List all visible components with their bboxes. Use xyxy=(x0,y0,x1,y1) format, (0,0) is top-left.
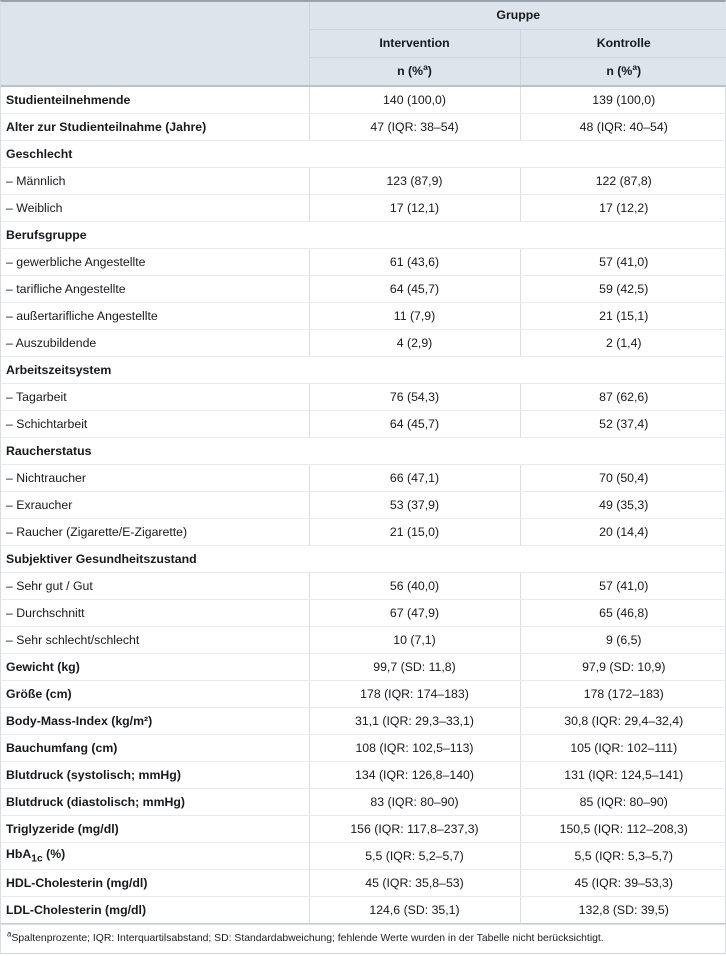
table-row xyxy=(1,86,726,114)
header-unit-kontrolle xyxy=(520,58,726,87)
row-value-kontrolle: 20 (14,4) xyxy=(520,519,726,546)
table-footnote xyxy=(0,925,726,954)
table-row xyxy=(1,195,726,222)
row-label: Studienteilnehmende xyxy=(1,86,309,114)
row-value-intervention: 83 (IQR: 80–90) xyxy=(309,789,520,816)
table-row xyxy=(1,627,726,654)
row-value-intervention: 123 (87,9) xyxy=(309,168,520,195)
header-unit-intervention xyxy=(309,58,520,87)
row-label: – tarifliche Angestellte xyxy=(1,276,309,303)
row-value-intervention: 17 (12,1) xyxy=(309,195,520,222)
row-label: Body-Mass-Index (kg/m²) xyxy=(1,708,309,735)
row-label: – Sehr schlecht/schlecht xyxy=(1,627,309,654)
row-value-kontrolle: 131 (IQR: 124,5–141) xyxy=(520,762,726,789)
row-label: – Männlich xyxy=(1,168,309,195)
table-row xyxy=(1,843,726,870)
row-value-kontrolle: 52 (37,4) xyxy=(520,411,726,438)
table-row xyxy=(1,330,726,357)
table-row xyxy=(1,816,726,843)
row-label: – Auszubildende xyxy=(1,330,309,357)
row-label: – Exraucher xyxy=(1,492,309,519)
row-value-kontrolle: 5,5 (IQR: 5,3–5,7) xyxy=(520,843,726,870)
table-row xyxy=(1,249,726,276)
unit-sup-kontrolle: a xyxy=(632,61,638,72)
row-value-kontrolle: 17 (12,2) xyxy=(520,195,726,222)
row-value-kontrolle: 2 (1,4) xyxy=(520,330,726,357)
row-label: – Raucher (Zigarette/E-Zigarette) xyxy=(1,519,309,546)
row-value-intervention: 124,6 (SD: 35,1) xyxy=(309,897,520,924)
row-label: Bauchumfang (cm) xyxy=(1,735,309,762)
row-label: Raucherstatus xyxy=(1,438,726,465)
table-section-row xyxy=(1,546,726,573)
row-value-intervention: 178 (IQR: 174–183) xyxy=(309,681,520,708)
row-value-intervention: 140 (100,0) xyxy=(309,86,520,114)
header-row-units xyxy=(1,58,726,87)
footnote-marker: a xyxy=(7,929,12,939)
row-value-kontrolle: 178 (172–183) xyxy=(520,681,726,708)
row-label: – Tagarbeit xyxy=(1,384,309,411)
row-value-intervention: 134 (IQR: 126,8–140) xyxy=(309,762,520,789)
table-row xyxy=(1,654,726,681)
row-label: Subjektiver Gesundheitszustand xyxy=(1,546,726,573)
row-label: Alter zur Studienteilnahme (Jahre) xyxy=(1,114,309,141)
row-label: HbA$_{1c}$ (%) xyxy=(1,843,309,870)
unit-close-kontrolle: ) xyxy=(637,64,642,78)
table-row xyxy=(1,735,726,762)
table-row xyxy=(1,708,726,735)
header-col-kontrolle: Kontrolle xyxy=(520,30,726,58)
row-value-kontrolle: 105 (IQR: 102–111) xyxy=(520,735,726,762)
row-label: – Sehr gut / Gut xyxy=(1,573,309,600)
row-value-kontrolle: 132,8 (SD: 39,5) xyxy=(520,897,726,924)
row-label: – gewerbliche Angestellte xyxy=(1,249,309,276)
table-section-row xyxy=(1,222,726,249)
row-label: – Weiblich xyxy=(1,195,309,222)
row-value-kontrolle: 45 (IQR: 39–53,3) xyxy=(520,870,726,897)
row-value-intervention: 66 (47,1) xyxy=(309,465,520,492)
row-label: Größe (cm) xyxy=(1,681,309,708)
row-label: – Schichtarbeit xyxy=(1,411,309,438)
unit-sup-intervention: a xyxy=(423,61,428,72)
row-value-intervention: 31,1 (IQR: 29,3–33,1) xyxy=(309,708,520,735)
table-row xyxy=(1,789,726,816)
row-label: Gewicht (kg) xyxy=(1,654,309,681)
row-value-kontrolle: 21 (15,1) xyxy=(520,303,726,330)
row-label: – Durchschnitt xyxy=(1,600,309,627)
row-value-intervention: 99,7 (SD: 11,8) xyxy=(309,654,520,681)
unit-text-kontrolle: n (% xyxy=(606,64,633,78)
table-row xyxy=(1,870,726,897)
row-value-kontrolle: 97,9 (SD: 10,9) xyxy=(520,654,726,681)
table-row xyxy=(1,465,726,492)
row-value-kontrolle: 70 (50,4) xyxy=(520,465,726,492)
header-corner-blank xyxy=(1,2,309,58)
row-value-intervention: 4 (2,9) xyxy=(309,330,520,357)
table-row xyxy=(1,303,726,330)
row-value-intervention: 21 (15,0) xyxy=(309,519,520,546)
table-section-row xyxy=(1,438,726,465)
row-label: LDL-Cholesterin (mg/dl) xyxy=(1,897,309,924)
table-row xyxy=(1,762,726,789)
row-value-intervention: 108 (IQR: 102,5–113) xyxy=(309,735,520,762)
table-row xyxy=(1,114,726,141)
table-row xyxy=(1,411,726,438)
table-header xyxy=(1,2,726,86)
row-label: Arbeitszeitsystem xyxy=(1,357,726,384)
header-col-intervention: Intervention xyxy=(309,30,520,58)
row-value-kontrolle: 30,8 (IQR: 29,4–32,4) xyxy=(520,708,726,735)
unit-close-intervention: ) xyxy=(427,64,432,78)
row-label: Blutdruck (diastolisch; mmHg) xyxy=(1,789,309,816)
row-label: Triglyzeride (mg/dl) xyxy=(1,816,309,843)
row-value-kontrolle: 48 (IQR: 40–54) xyxy=(520,114,726,141)
row-value-intervention: 64 (45,7) xyxy=(309,411,520,438)
table-row xyxy=(1,897,726,924)
table-row xyxy=(1,492,726,519)
table-row xyxy=(1,600,726,627)
row-value-intervention: 11 (7,9) xyxy=(309,303,520,330)
row-value-kontrolle: 85 (IQR: 80–90) xyxy=(520,789,726,816)
row-value-kontrolle: 150,5 (IQR: 112–208,3) xyxy=(520,816,726,843)
row-value-intervention: 10 (7,1) xyxy=(309,627,520,654)
row-value-intervention: 156 (IQR: 117,8–237,3) xyxy=(309,816,520,843)
row-label: Berufsgruppe xyxy=(1,222,726,249)
row-value-kontrolle: 59 (42,5) xyxy=(520,276,726,303)
row-value-kontrolle: 65 (46,8) xyxy=(520,600,726,627)
header-row-group xyxy=(1,2,726,30)
row-value-intervention: 5,5 (IQR: 5,2–5,7) xyxy=(309,843,520,870)
table-row xyxy=(1,168,726,195)
row-value-kontrolle: 57 (41,0) xyxy=(520,573,726,600)
row-value-intervention: 64 (45,7) xyxy=(309,276,520,303)
row-value-intervention: 53 (37,9) xyxy=(309,492,520,519)
row-label: Blutdruck (systolisch; mmHg) xyxy=(1,762,309,789)
row-value-kontrolle: 139 (100,0) xyxy=(520,86,726,114)
data-table xyxy=(1,2,726,924)
table-row xyxy=(1,276,726,303)
row-label: Geschlecht xyxy=(1,141,726,168)
row-label: – außertarifliche Angestellte xyxy=(1,303,309,330)
row-label: – Nichtraucher xyxy=(1,465,309,492)
row-label: HDL-Cholesterin (mg/dl) xyxy=(1,870,309,897)
table-section-row xyxy=(1,357,726,384)
row-value-intervention: 47 (IQR: 38–54) xyxy=(309,114,520,141)
row-value-intervention: 67 (47,9) xyxy=(309,600,520,627)
row-value-intervention: 61 (43,6) xyxy=(309,249,520,276)
row-value-kontrolle: 9 (6,5) xyxy=(520,627,726,654)
row-value-intervention: 56 (40,0) xyxy=(309,573,520,600)
table-body xyxy=(1,86,726,924)
row-value-kontrolle: 87 (62,6) xyxy=(520,384,726,411)
header-unit-blank xyxy=(1,58,309,87)
row-value-intervention: 45 (IQR: 35,8–53) xyxy=(309,870,520,897)
table-row xyxy=(1,519,726,546)
table-row xyxy=(1,384,726,411)
row-value-kontrolle: 49 (35,3) xyxy=(520,492,726,519)
row-value-kontrolle: 57 (41,0) xyxy=(520,249,726,276)
unit-text-intervention: n (% xyxy=(397,64,424,78)
table-section-row xyxy=(1,141,726,168)
table-row xyxy=(1,681,726,708)
row-value-kontrolle: 122 (87,8) xyxy=(520,168,726,195)
table-row xyxy=(1,573,726,600)
header-group-label: Gruppe xyxy=(309,2,726,30)
footnote-text: Spaltenprozente; IQR: Interquartilsabstand; SD: Standardabweichung; fehlende Werte wurden in der Tabelle nicht berücksichtigt. xyxy=(11,933,604,944)
row-value-intervention: 76 (54,3) xyxy=(309,384,520,411)
